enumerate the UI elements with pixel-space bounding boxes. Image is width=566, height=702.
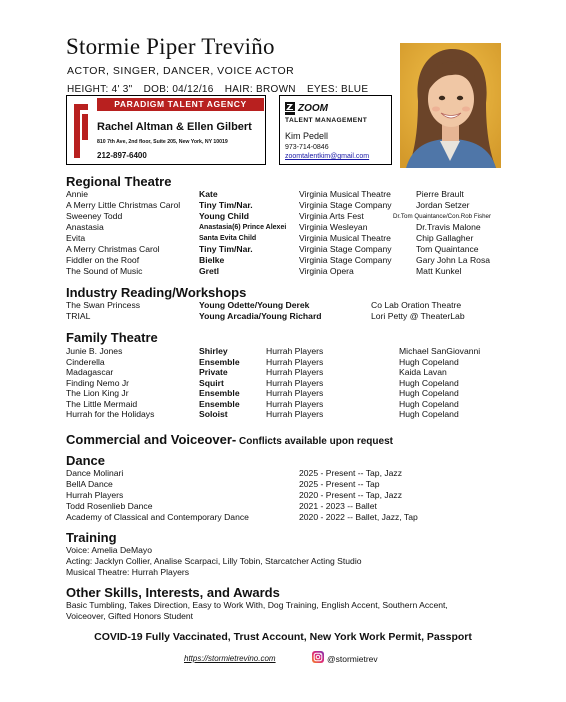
company: Hurrah Players [266, 409, 324, 419]
family-theatre-heading: Family Theatre [66, 330, 158, 345]
company: Virginia Musical Theatre [299, 189, 391, 199]
director: Kaida Lavan [399, 367, 447, 377]
commercial-heading: Commercial and Voiceover- [66, 432, 237, 447]
training-musical-theatre: Musical Theatre: Hurrah Players [66, 567, 190, 577]
industry-heading: Industry Reading/Workshops [66, 285, 247, 300]
company: Virginia Stage Company [299, 244, 392, 254]
commercial-note: Conflicts available upon request [236, 436, 393, 447]
skills-line: Voiceover, Gifted Honors Student [66, 611, 194, 621]
vital-stats [67, 84, 376, 95]
director: Tom Quaintance [416, 244, 479, 254]
company: Virginia Opera [299, 266, 354, 276]
company: Hurrah Players [266, 356, 324, 367]
director: Chip Gallagher [416, 233, 474, 243]
actor-name: Stormie Piper Treviño [66, 34, 275, 59]
paradigm-phone: 212-897-6400 [97, 151, 147, 160]
height-stat: HEIGHT: 4' 3" [67, 84, 133, 95]
skills-list [66, 600, 448, 622]
dance-table [66, 468, 516, 524]
company: Virginia Stage Company [299, 255, 392, 265]
show-title: Hurrah for the Holidays [66, 409, 155, 419]
show-title: Fiddler on the Roof [66, 255, 140, 265]
director: Hugh Copeland [399, 356, 459, 367]
role: Squirt [199, 377, 224, 388]
dance-dates: 2020 - Present -- Tap, Jazz [299, 490, 403, 500]
director: Matt Kunkel [416, 266, 462, 276]
commercial-voiceover-section [66, 431, 393, 449]
role: Kate [199, 189, 218, 199]
zoom-tagline: TALENT MANAGEMENT [285, 117, 368, 124]
credentials-statement: COVID-19 Fully Vaccinated, Trust Account, New York Work Permit, Passport [94, 631, 472, 643]
dance-dates: 2025 - Present -- Tap, Jazz [299, 468, 403, 478]
zoom-logo-text: ZOOM [298, 103, 328, 114]
show-title: A Merry Little Christmas Carol [66, 200, 181, 210]
dance-dates: 2025 - Present -- Tap [299, 479, 380, 489]
dance-studio: BellA Dance [66, 479, 113, 489]
role: Ensemble [199, 388, 240, 398]
show-title: The Swan Princess [66, 300, 141, 310]
headshot-photo [400, 43, 501, 168]
manager-phone: 973-714-0846 [285, 144, 329, 151]
instagram-icon[interactable] [312, 651, 324, 663]
company: Co Lab Oration Theatre [371, 300, 462, 310]
show-title: Junie B. Jones [66, 346, 123, 356]
director: Gary John La Rosa [416, 255, 491, 265]
role: Soloist [199, 409, 228, 419]
dance-heading: Dance [66, 453, 106, 468]
regional-theatre-table [66, 189, 516, 279]
show-title: The Sound of Music [66, 266, 143, 276]
show-title: Anastasia [66, 222, 104, 232]
instagram-handle[interactable]: @stormietrev [327, 654, 378, 664]
training-list [66, 545, 362, 578]
paradigm-logo-icon [72, 100, 90, 162]
company: Hurrah Players [266, 377, 324, 388]
dance-studio: Hurrah Players [66, 490, 124, 500]
role: Private [199, 367, 228, 377]
zoom-logo-icon [284, 100, 388, 128]
company: Hurrah Players [266, 398, 324, 409]
director: Dr.Travis Malone [416, 222, 481, 232]
show-title: Finding Nemo Jr [66, 377, 130, 388]
paradigm-address: 810 7th Ave, 2nd floor, Suite 205, New York, NY 10019 [97, 139, 228, 145]
company: Virginia Stage Company [299, 200, 392, 210]
show-title: Evita [66, 233, 86, 243]
role: Tiny Tim/Nar. [199, 244, 253, 254]
director: Hugh Copeland [399, 398, 459, 409]
skills-line: Basic Tumbling, Takes Direction, Easy to Work With, Dog Training, English Accent, Southern Accent, [66, 600, 448, 610]
show-title: The Lion King Jr [66, 388, 129, 398]
actor-roles: ACTOR, SINGER, DANCER, VOICE ACTOR [67, 65, 295, 77]
industry-table [66, 300, 516, 324]
zoom-management-card [279, 95, 392, 165]
role: Santa Evita Child [199, 235, 257, 242]
training-acting: Acting: Jacklyn Collier, Analise Scarpaci, Lilly Tobin, Starcatcher Acting Studio [66, 556, 362, 566]
hair-stat: HAIR: BROWN [224, 84, 296, 95]
director: Jordan Setzer [416, 200, 470, 210]
training-voice: Voice: Amelia DeMayo [66, 545, 152, 555]
show-title: Madagascar [66, 367, 114, 377]
dance-dates: 2020 - 2022 -- Ballet, Jazz, Tap [299, 512, 418, 522]
role: Young Odette/Young Derek [199, 300, 310, 310]
company: Hurrah Players [266, 388, 324, 398]
show-title: Cinderella [66, 356, 105, 367]
director: Pierre Brault [416, 189, 464, 199]
director: Hugh Copeland [399, 377, 459, 388]
show-title: TRIAL [66, 311, 91, 321]
training-heading: Training [66, 530, 117, 545]
manager-email-link[interactable]: zoomtalentkim@gmail.com [285, 153, 370, 160]
role: Gretl [199, 266, 220, 276]
director: Hugh Copeland [399, 388, 459, 398]
role: Shirley [199, 346, 228, 356]
company: Hurrah Players [266, 346, 324, 356]
company: Lori Petty @ TheaterLab [371, 311, 465, 321]
dance-dates: 2021 - 2023 -- Ballet [299, 501, 377, 511]
dob-stat: DOB: 04/12/16 [143, 84, 214, 95]
paradigm-agency-card [66, 95, 266, 165]
regional-theatre-heading: Regional Theatre [66, 174, 172, 189]
paradigm-agency-name: PARADIGM TALENT AGENCY [97, 98, 264, 111]
family-theatre-table [66, 346, 516, 424]
role: Bielke [199, 255, 225, 265]
director: Dr.Tom Quaintance/Con.Rob Fisher [393, 213, 492, 220]
director: Hugh Copeland [399, 409, 459, 419]
role: Tiny Tim/Nar. [199, 200, 253, 210]
dance-studio: Academy of Classical and Contemporary Dance [66, 512, 249, 522]
show-title: The Little Mermaid [66, 398, 138, 409]
role: Anastasia(6) Prince Alexei [199, 224, 287, 231]
eyes-stat: EYES: BLUE [306, 84, 369, 95]
company: Virginia Musical Theatre [299, 233, 391, 243]
manager-name: Kim Pedell [285, 131, 329, 141]
company: Hurrah Players [266, 367, 324, 377]
dance-studio: Dance Molinari [66, 468, 124, 478]
role: Ensemble [199, 398, 240, 409]
role: Young Arcadia/Young Richard [199, 311, 322, 321]
dance-studio: Todd Rosenlieb Dance [66, 501, 153, 511]
website-link[interactable]: https://stormietrevino.com [184, 654, 276, 663]
director: Michael SanGiovanni [399, 346, 481, 356]
role: Young Child [199, 211, 249, 221]
show-title: Sweeney Todd [66, 211, 123, 221]
company: Virginia Arts Fest [299, 211, 364, 221]
company: Virginia Wesleyan [299, 222, 368, 232]
show-title: Annie [66, 189, 88, 199]
show-title: A Merry Christmas Carol [66, 244, 160, 254]
paradigm-agents: Rachel Altman & Ellen Gilbert [97, 121, 252, 133]
skills-heading: Other Skills, Interests, and Awards [66, 585, 280, 600]
role: Ensemble [199, 356, 240, 367]
